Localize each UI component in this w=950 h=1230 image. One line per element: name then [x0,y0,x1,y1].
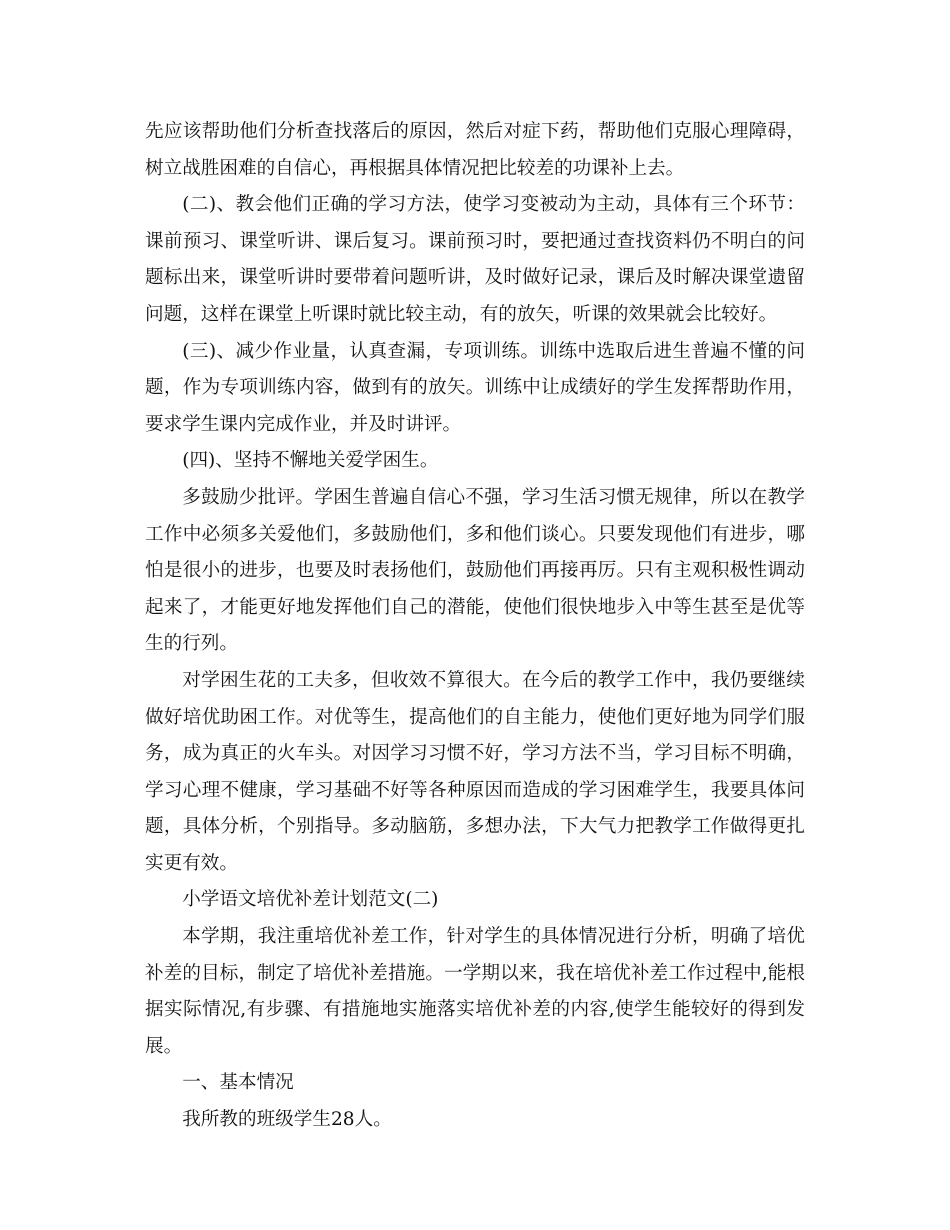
section-heading-sample-two: 小学语文培优补差计划范文(二) [182,889,439,911]
paragraph-summary: 对学困生花的工夫多，但收效不算很大。在今后的教学工作中，我仍要继续做好培优助困工作。对优等生，提高他们的自主能力，使他们更好地为同学们服务，成为真正的火车头。对因学习习惯不好，学习方法不当，学习目标不明确，学习心理不健康，学习基础不好等各种原因而造成的学习困难学生，我要具体问题，具体分析，个别指导。多动脑筋，多想办法，下大气力把教学工作做得更扎实更有效。 [145,669,805,874]
paragraph-method-two: (二)、教会他们正确的学习方法，使学习变被动为主动，具体有三个环节：课前预习、课堂听讲、课后复习。课前预习时，要把通过查找资料仍不明白的问题标出来，课堂听讲时要带着问题听讲，及时做好记录，课后及时解决课堂遗留问题，这样在课堂上听课时就比较主动，有的放矢，听课的效果就会比较好。 [145,194,805,325]
section-heading-basic-situation: 一、基本情况 [182,1072,294,1094]
paragraph-semester-intro: 本学期，我注重培优补差工作，针对学生的具体情况进行分析，明确了培优补差的目标，制定了培优补差措施。一学期以来，我在培优补差工作过程中,能根据实际情况,有步骤、有措施地实施落实培优补差的内容,使学生能较好的得到发展。 [145,926,805,1057]
paragraph-encouragement: 多鼓励少批评。学困生普遍自信心不强，学习生活习惯无规律，所以在教学工作中必须多关爱他们，多鼓励他们，多和他们谈心。只要发现他们有进步，哪怕是很小的进步，也要及时表扬他们，鼓励他们再接再厉。只有主观积极性调动起来了，才能更好地发挥他们自己的潜能，使他们很快地步入中等生甚至是优等生的行列。 [145,486,805,655]
document-body [145,114,805,1139]
paragraph-class-size: 我所教的班级学生28人。 [182,1109,392,1131]
paragraph-method-four: (四)、坚持不懈地关爱学困生。 [182,450,439,472]
paragraph-continuation: 先应该帮助他们分析查找落后的原因，然后对症下药，帮助他们克服心理障碍，树立战胜困难的自信心，再根据具体情况把比较差的功课补上去。 [145,121,805,179]
paragraph-method-three: (三)、减少作业量，认真查漏，专项训练。训练中选取后进生普遍不懂的问题，作为专项训练内容，做到有的放矢。训练中让成绩好的学生发挥帮助作用，要求学生课内完成作业，并及时讲评。 [145,340,805,435]
